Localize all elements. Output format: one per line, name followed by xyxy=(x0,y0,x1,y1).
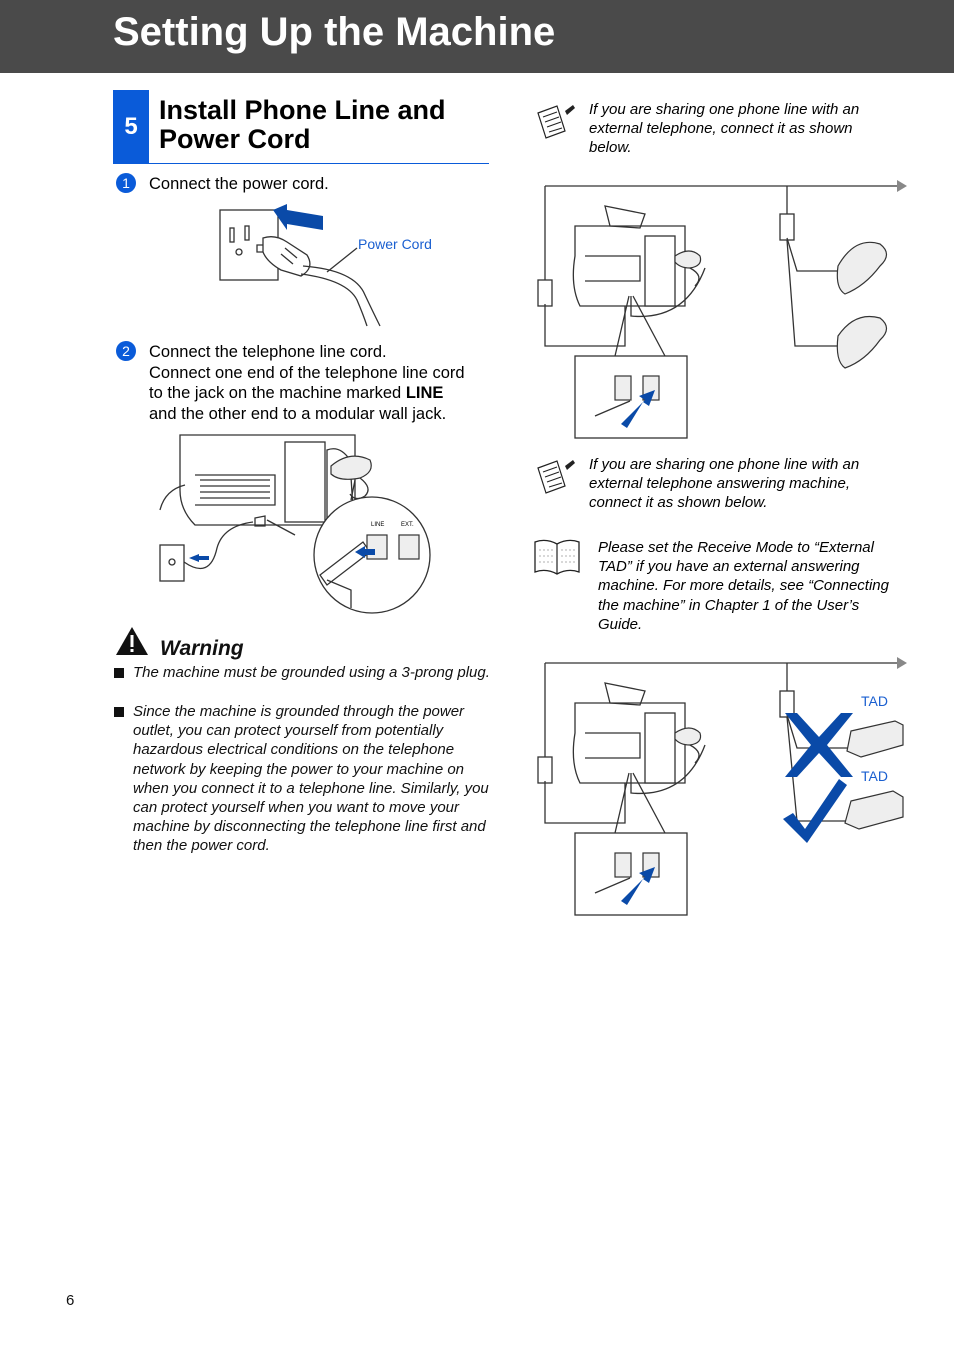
note-receive-mode: Please set the Receive Mode to “External TAD” if you have an external answering machine. For more details, see “Connecting the machine” in Chapter 1 of the User’s Guide. xyxy=(598,539,889,633)
warning-item xyxy=(113,663,493,682)
power-cord-label: Power Cord xyxy=(358,236,432,252)
jack-line-label: LINE xyxy=(371,522,385,528)
power-cord-illustration xyxy=(215,200,445,330)
note-pad-icon xyxy=(535,458,577,496)
step-1-number: 1 xyxy=(116,173,136,193)
note-pad-icon xyxy=(535,103,577,141)
warning-item-text: Since the machine is grounded through the power outlet, you can protect yourself from potentially hazardous electrical conditions on the telephone network by keeping the power to your machine on when you connect it to a telephone line. Similarly, you can protect yourself when you want to move your machine by disconnecting the telephone line first and then the power cord. xyxy=(133,703,489,855)
step-2-number: 2 xyxy=(116,341,136,361)
step-2-line-1: Connect the telephone line cord. xyxy=(149,343,387,361)
external-phone-diagram xyxy=(535,176,910,442)
page-title: Setting Up the Machine xyxy=(113,10,556,54)
warning-item-text: The machine must be grounded using a 3-prong plug. xyxy=(133,664,490,681)
check-mark-icon xyxy=(783,779,847,843)
page-number: 6 xyxy=(66,1292,75,1309)
bullet-icon xyxy=(114,707,124,717)
step-2-line-3-text: to the jack on the machine marked xyxy=(149,384,406,402)
note-external-tad: If you are sharing one phone line with an external telephone answering machine, connect it as shown below. xyxy=(589,456,860,512)
tad-label-2: TAD xyxy=(861,768,888,784)
step-2-line-4: and the other end to a modular wall jack. xyxy=(149,404,447,423)
step-2-text xyxy=(149,342,494,424)
cross-mark-icon xyxy=(785,713,853,777)
section-title: Install Phone Line and Power Cord xyxy=(159,95,446,154)
warning-item xyxy=(113,702,493,856)
line-keyword: LINE xyxy=(405,384,444,402)
warning-title: Warning xyxy=(160,637,244,660)
step-2-line-3 xyxy=(149,383,494,404)
open-book-icon xyxy=(533,538,581,576)
section-divider xyxy=(113,163,489,164)
jack-ext-label: EXT. xyxy=(401,522,414,528)
step-2-line-2: Connect one end of the telephone line cord xyxy=(149,363,465,382)
bullet-icon xyxy=(114,668,124,678)
note-external-phone: If you are sharing one phone line with an external telephone, connect it as shown below. xyxy=(589,101,860,157)
section-number-badge: 5 xyxy=(113,90,149,163)
warning-triangle-icon xyxy=(114,625,150,657)
tad-label-1: TAD xyxy=(861,693,888,709)
telephone-line-cord-illustration xyxy=(155,430,435,618)
step-1-text: Connect the power cord. xyxy=(149,175,329,193)
external-tad-diagram xyxy=(535,653,910,919)
